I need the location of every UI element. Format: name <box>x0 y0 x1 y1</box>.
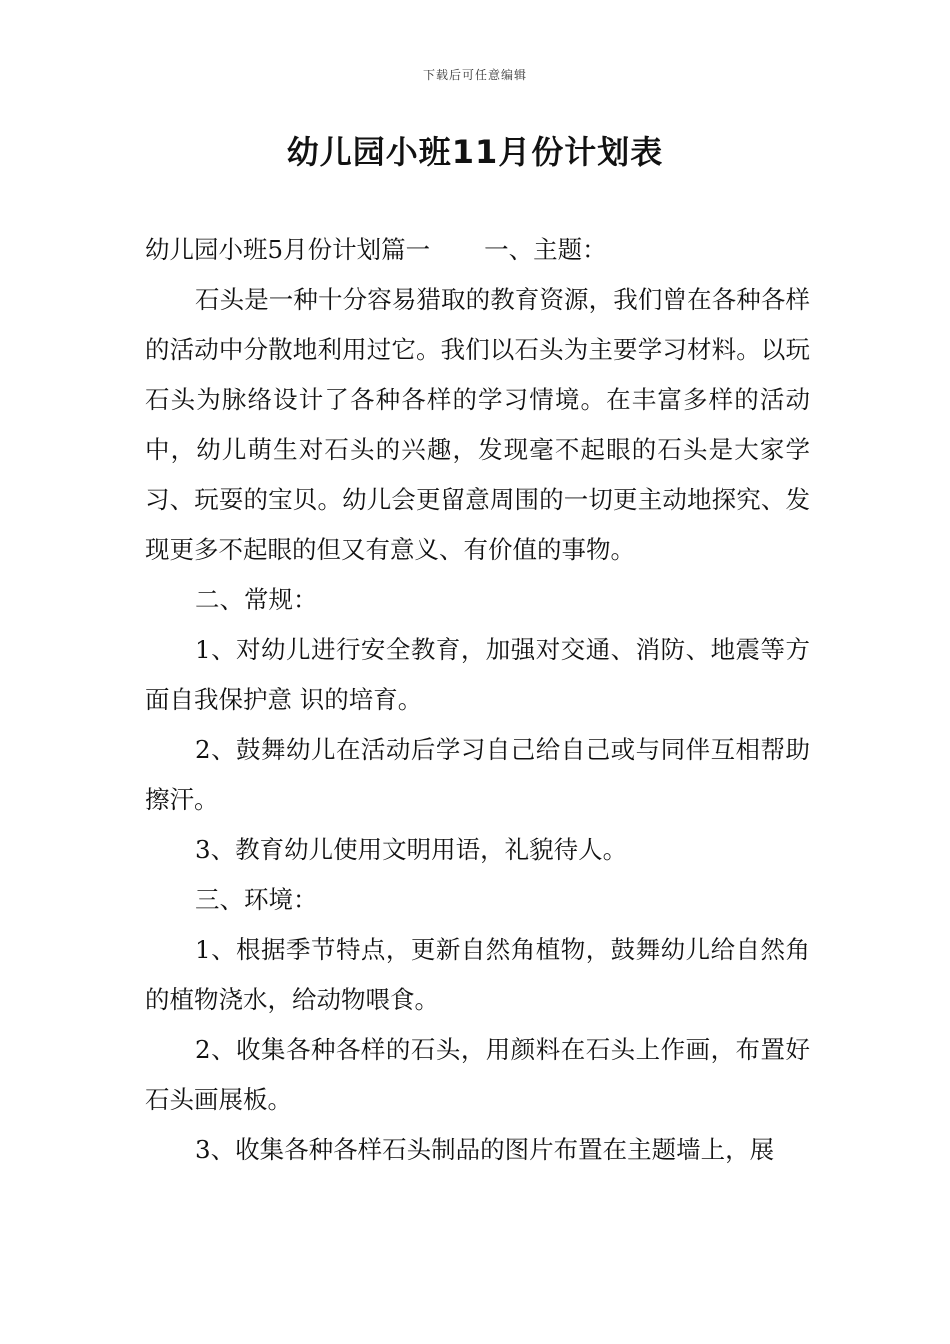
routine-heading: 二、常规： <box>195 585 318 614</box>
environment-item: 3、收集各种各样石头制品的图片布置在主题墙上，展 <box>195 1135 775 1164</box>
environment-heading: 三、环境： <box>195 885 318 914</box>
document-subtitle: 幼儿园小班5月份计划篇一 <box>145 235 431 264</box>
routine-item: 1、对幼儿进行安全教育，加强对交通、消防、地震等方面自我保护意 识的培育。 <box>145 635 810 714</box>
environment-item: 2、收集各种各样的石头，用颜料在石头上作画，布置好石头画展板。 <box>145 1035 810 1114</box>
theme-heading: 一、主题： <box>484 235 607 264</box>
routine-item: 2、鼓舞幼儿在活动后学习自己给自己或与同伴互相帮助擦汗。 <box>145 735 810 814</box>
subtitle-line <box>145 225 810 275</box>
routine-item: 3、教育幼儿使用文明用语，礼貌待人。 <box>195 835 628 864</box>
environment-item: 1、根据季节特点，更新自然角植物，鼓舞幼儿给自然角的植物浇水，给动物喂食。 <box>145 935 810 1014</box>
header-note: 下载后可任意编辑 <box>422 68 527 82</box>
document-title: 幼儿园小班11月份计划表 <box>286 133 664 171</box>
theme-paragraph: 石头是一种十分容易猎取的教育资源，我们曾在各种各样的活动中分散地利用过它。我们以石头为主要学习材料。以玩石头为脉络设计了各种各样的学习情境。在丰富多样的活动中，幼儿萌生对石头的兴趣，发现毫不起眼的石头是大家学习、玩耍的宝贝。幼儿会更留意周围的一切更主动地探究、发现更多不起眼的但又有意义、有价值的事物。 <box>145 285 810 564</box>
document-body <box>145 225 810 1175</box>
